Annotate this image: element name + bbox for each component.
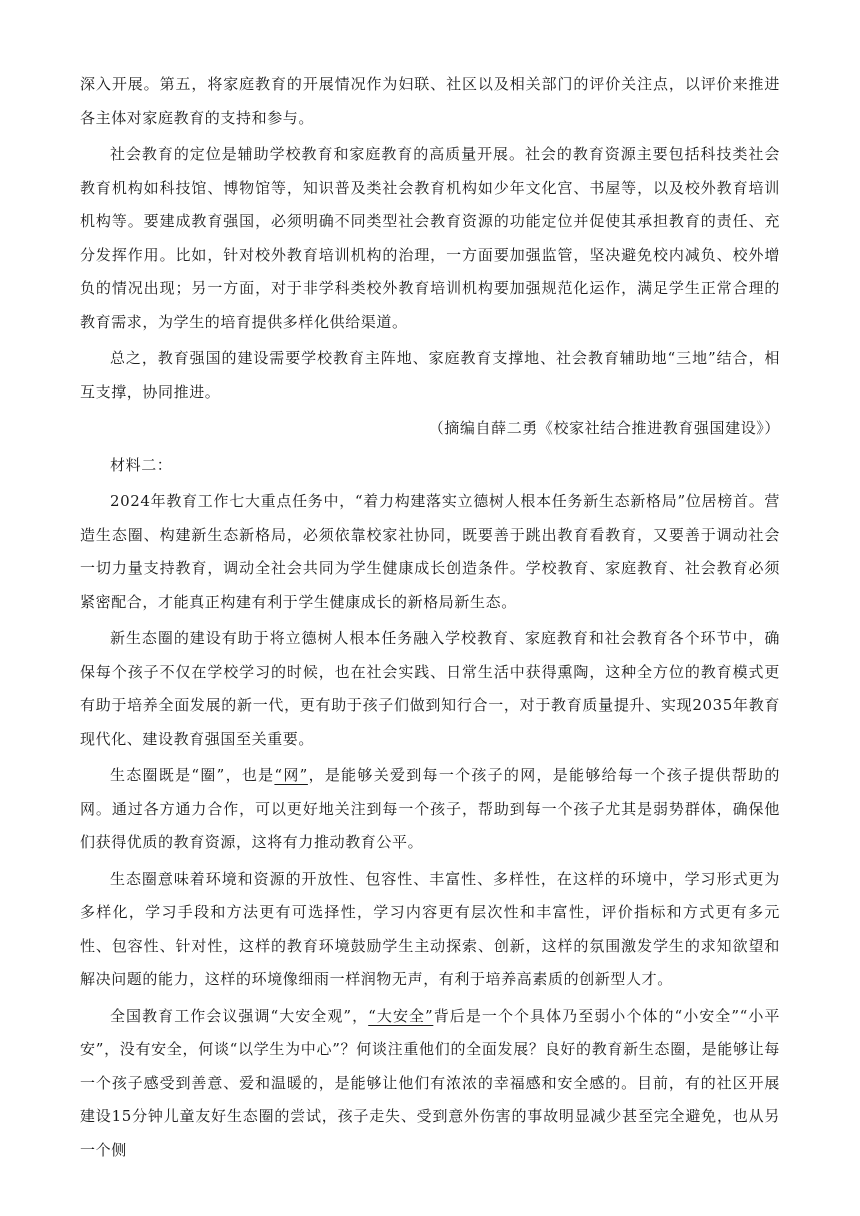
material2-paragraph-2: 新生态圈的建设有助于将立德树人根本任务融入学校教育、家庭教育和社会教育各个环节中，确保每个孩子不仅在学校学习的时候，也在社会实践、日常生活中获得熏陶，这种全方位的教育模式更有助于培养全面发展的新一代，更有助于孩子们做到知行合一，对于教育质量提升、实现2035年教育现代化、建设教育强国至关重要。 xyxy=(80,629,780,748)
paragraph-5-text-start: 全国教育工作会议强调“大安全观”， xyxy=(110,1006,369,1025)
material2-paragraph-4: 生态圈意味着环境和资源的开放性、包容性、丰富性、多样性，在这样的环境中，学习形式更为多样化，学习手段和方法更有可选择性，学习内容更有层次性和丰富性，评价指标和方式更有多元性、包容性、针对性，这样的教育环境鼓励学生主动探索、创新，这样的氛围激发学生的求知欲望和解决问题的能力，这样的环境像细雨一样润物无声，有利于培养高素质的创新型人才。 xyxy=(80,869,780,988)
paragraph-3-text-end: ，是能够关爱到每一个孩子的网，是能够给每一个孩子提供帮助的网。通过各方通力合作，可以更好地关注到每一个孩子，帮助到每一个孩子尤其是弱势群体，确保他们获得优质的教育资源，这将有力推动教育公平。 xyxy=(80,766,780,851)
material1-source-citation: （摘编自薛二勇《校家社结合推进教育强国建设》） xyxy=(428,419,780,437)
material2-paragraph-1: 2024年教育工作七大重点任务中，“着力构建落实立德树人根本任务新生态新格局”位居榜首。营造生态圈、构建新生态新格局，必须依靠校家社协同，既要善于跳出教育看教育，又要善于调动社会一切力量支持教育，调动全社会共同为学生健康成长创造条件。学校教育、家庭教育、社会教育必须紧密配合，才能真正构建有利于学生健康成长的新格局新生态。 xyxy=(80,492,780,611)
paragraph-3-text-start: 生态圈既是“圈”，也是 xyxy=(110,766,275,784)
paragraph-5-text-end: 背后是一个个具体乃至弱小个体的“小安全”“小平安”，没有安全，何谈“以学生为中心”？何谈注重他们的全面发展？良好的教育新生态圈，是能够让每一个孩子感受到善意、爱和温暖的，是能够让他们有浓浓的幸福感和安全感的。目前，有的社区开展建设15分钟儿童友好生态圈的尝试，孩子走失、受到意外伤害的事故明显减少甚至完全避免，也从另一个侧 xyxy=(80,1006,780,1159)
material1-paragraph-1: 深入开展。第五，将家庭教育的开展情况作为妇联、社区以及相关部门的评价关注点，以评价来推进各主体对家庭教育的支持和参与。 xyxy=(80,75,780,127)
material2-paragraph-3 xyxy=(80,759,780,860)
material2-heading: 材料二： xyxy=(110,455,173,474)
material1-paragraph-3: 总之，教育强国的建设需要学校教育主阵地、家庭教育支撑地、社会教育辅助地“三地”结合，相互支撑，协同推进。 xyxy=(80,349,780,401)
material2-paragraph-5 xyxy=(80,1000,780,1168)
underlined-term-da-anquan: “大安全” xyxy=(368,1006,434,1025)
document-page xyxy=(80,68,780,1170)
underlined-term-wang: “网” xyxy=(274,766,308,784)
material1-paragraph-2: 社会教育的定位是辅助学校教育和家庭教育的高质量开展。社会的教育资源主要包括科技类社会教育机构如科技馆、博物馆等，知识普及类社会教育机构如少年文化宫、书屋等，以及校外教育培训机构等。要建成教育强国，必须明确不同类型社会教育资源的功能定位并促使其承担教育的责任、充分发挥作用。比如，针对校外教育培训机构的治理，一方面要加强监管，坚决避免校内减负、校外增负的情况出现；另一方面，对于非学科类校外教育培训机构要加强规范化运作，满足学生正常合理的教育需求，为学生的培育提供多样化供给渠道。 xyxy=(80,145,780,331)
